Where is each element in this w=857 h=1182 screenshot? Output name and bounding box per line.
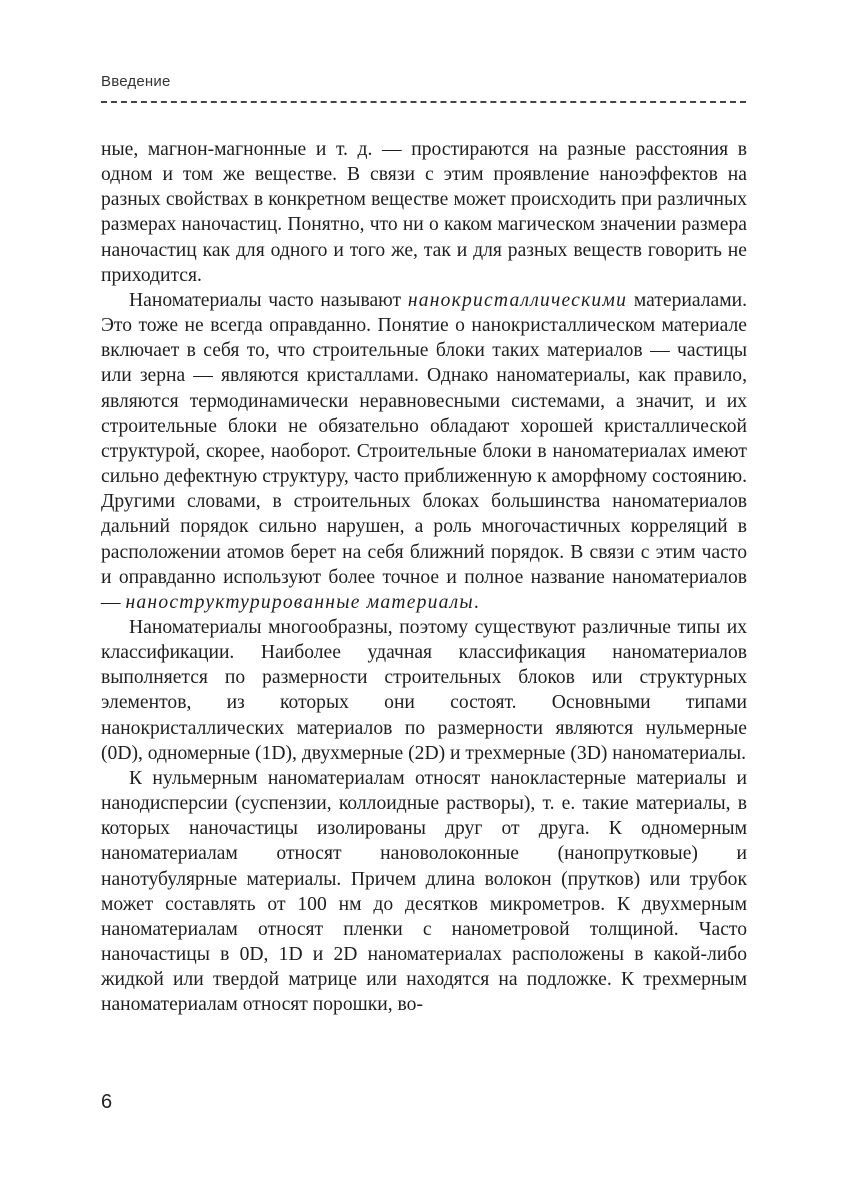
paragraph-2-text-c: . — [473, 591, 479, 613]
paragraph-2 — [101, 288, 747, 615]
text-body — [101, 137, 747, 1017]
paragraph-3 — [101, 615, 747, 766]
paragraph-3-text: Наноматериалы многообразны, поэтому существуют различные типы их классификации. Наиболее удачная классификация наноматериалов выполняется по размерности строительных блоков или структурных элементов, из которых они состоят. Основными типами нанокристаллических материалов по размерности являются нульмерные (0D), одномерные (1D), двухмерные (2D) и трехмерные (3D) наноматериалы. — [101, 616, 747, 764]
paragraph-2-text-a: Наноматериалы часто называют — [129, 289, 408, 311]
running-head: Введение — [101, 73, 171, 90]
paragraph-4 — [101, 766, 747, 1018]
paragraph-1 — [101, 137, 747, 288]
term-nanostructured-materials: наноструктурированные материалы — [125, 591, 474, 613]
paragraph-1-text: ные, магнон-магнонные и т. д. — простираются на разные расстояния в одном и том же веществе. В связи с этим проявление наноэффектов на разных свойствах в конкретном веществе может происходить при различных размерах наночастиц. Понятно, что ни о каком магическом значении размера наночастиц как для одного и того же, так и для разных веществ говорить не приходится. — [101, 139, 747, 286]
page-number: 6 — [101, 1091, 113, 1113]
paragraph-2-text-b: материалами. Это тоже не всегда оправданно. Понятие о нанокристаллическом материале включает в себя то, что строительные блоки таких материалов — частицы или зерна — являются кристаллами. Однако наноматериалы, как правило, являются термодинамически неравновесными системами, а значит, и их строительные блоки не обязательно обладают хорошей кристаллической структурой, скорее, наоборот. Строительные блоки в наноматериалах имеют сильно дефектную структуру, часто приближенную к аморфному состоянию. Другими словами, в строительных блоках большинства наноматериалов дальний порядок сильно нарушен, а роль многочастичных корреляций в расположении атомов берет на себя ближний порядок. В связи с этим часто и оправданно используют более точное и полное название наноматериалов — — [101, 289, 747, 613]
term-nanocrystalline: нанокристаллическими — [407, 289, 628, 311]
paragraph-4-text: К нульмерным наноматериалам относят нанокластерные материалы и нанодисперсии (суспензии, коллоидные растворы), т. е. такие материалы, в которых наночастицы изолированы друг от друга. К одномерным наноматериалам относят нановолоконные (нанопрутковые) и нанотубулярные материалы. Причем длина волокон (прутков) или трубок может составлять от 100 нм до десятков микрометров. К двухмерным наноматериалам относят пленки с нанометровой толщиной. Часто наночастицы в 0D, 1D и 2D наноматериалах расположены в какой-либо жидкой или твердой матрице или находятся на подложке. К трехмерным наноматериалам относят порошки, во- — [101, 767, 747, 1016]
header-divider — [101, 101, 746, 103]
